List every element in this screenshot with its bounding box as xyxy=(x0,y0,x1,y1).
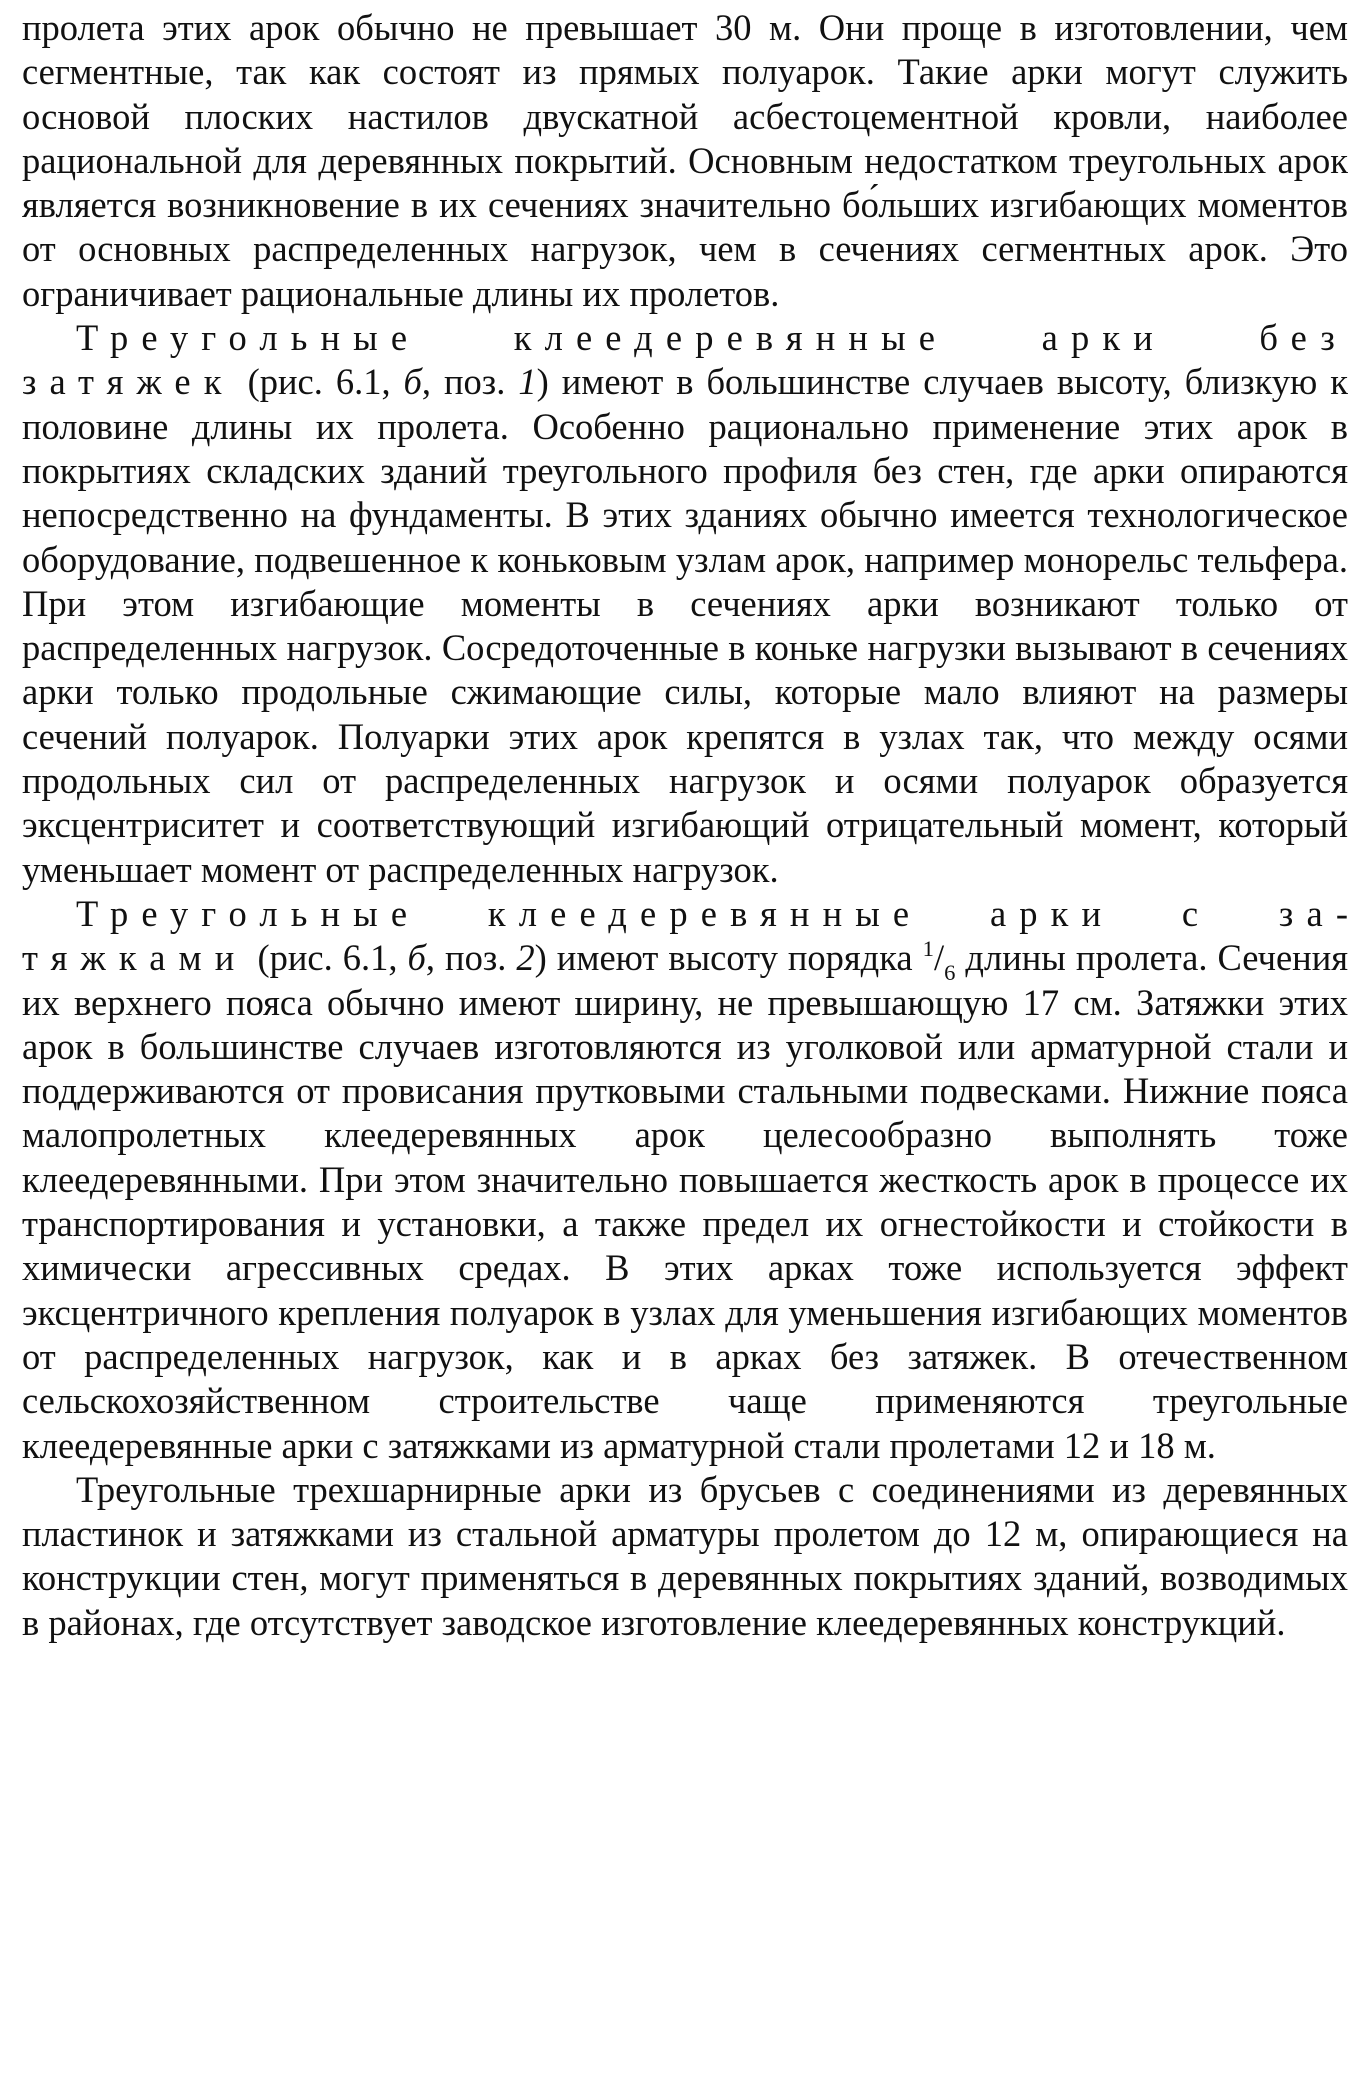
paragraph-2-text-a: (рис. 6.1, xyxy=(234,361,404,403)
paragraph-3-position-number: 2 xyxy=(516,937,535,979)
paragraph-2 xyxy=(22,316,1348,892)
paragraph-3-text-a: (рис. 6.1, xyxy=(247,937,408,979)
page-text xyxy=(22,6,1348,1645)
fraction-one-sixth: $^1/_6$ xyxy=(922,935,956,985)
fraction-denominator: 6 xyxy=(944,959,956,985)
paragraph-3-text-c: ) имеют высоту порядка xyxy=(534,937,923,979)
paragraph-4 xyxy=(22,1468,1348,1645)
paragraph-2-text-b: , поз. xyxy=(421,361,519,403)
paragraph-2-text-c: ) имеют в большинстве случаев высоту, близкую к половине длины их пролета. Особенно рационально применение этих арок в покрытиях складских зданий треугольного профиля без стен, где арки опираются непосредственно на фундаменты. В этих зданиях обычно имеется технологическое оборудование, подвешенное к коньковым узлам арок, например монорельс тельфера. При этом изгибающие моменты в сечениях арки возникают только от распределенных нагрузок. Сосредоточенные в коньке нагрузки вызывают в сечениях арки только продольные сжимающие силы, которые мало влияют на размеры сечений полуарок. Полуарки этих арок крепятся в узлах так, что между осями продольных сил от распределенных нагрузок и осями полуарок образуется эксцентриситет и соответствующий изгибающий отрицательный момент, который уменьшает момент от распределенных нагрузок. xyxy=(22,361,1349,890)
paragraph-2-figure-letter: б xyxy=(403,361,422,403)
paragraph-1-text: пролета этих арок обычно не превышает 30 м. Они проще в изготовлении, чем сегментные, так как состоят из прямых полуарок. Такие арки могут служить основой плоских настилов двускатной асбестоцементной кровли, наиболее рациональной для деревянных покрытий. Основным недостатком треугольных арок является возникновение в их сечениях значительно бо́льших изгибающих моментов от основных распределенных нагрузок, чем в сечениях сегментных арок. Это ограничивает рациональные длины их пролетов. xyxy=(22,7,1348,314)
paragraph-3-lead-term: Треугольные клеедеревянные арки с затяжками xyxy=(22,892,1348,979)
fraction-numerator: 1 xyxy=(922,935,934,961)
paragraph-4-text: Треугольные трехшарнирные арки из брусьев с соединениями из деревянных пластинок и затяжками из стальной арматуры пролетом до 12 м, опирающиеся на конструкции стен, могут применяться в деревянных покрытиях зданий, возводимых в районах, где отсутствует заводское изготовление клеедеревянных конструкций. xyxy=(22,1468,1348,1643)
paragraph-2-position-number: 1 xyxy=(518,361,537,403)
paragraph-3-text-d: длины пролета. Сечения их верхнего пояса обычно имеют ширину, не превышающую 17 см. Затяжки этих арок в большинстве случаев изготовляются из уголковой или арматурной стали и поддерживаются от провисания прутковыми стальными подвесками. Нижние пояса малопролетных клеедеревянных арок целесообразно выполнять тоже клеедеревянными. При этом значительно повышается жесткость арок в процессе их транспортирования и установки, а также предел их огнестойкости и стойкости в химически агрессивных средах. В этих арках тоже используется эффект эксцентричного крепления полуарок в узлах для уменьшения изгибающих моментов от распределенных нагрузок, как и в арках без затяжек. В отечественном сельскохозяйственном строительстве чаще применяются треугольные клеедеревянные арки с затяжками из арматурной стали пролетами 12 и 18 м. xyxy=(22,937,1349,1466)
paragraph-3-figure-letter: б xyxy=(407,937,426,979)
paragraph-3-text-b: , поз. xyxy=(425,937,517,979)
paragraph-3 xyxy=(22,892,1348,1468)
paragraph-1 xyxy=(22,6,1348,316)
paragraph-2-lead-term: Треугольные клеедеревянные арки без затяжек xyxy=(22,317,1348,403)
